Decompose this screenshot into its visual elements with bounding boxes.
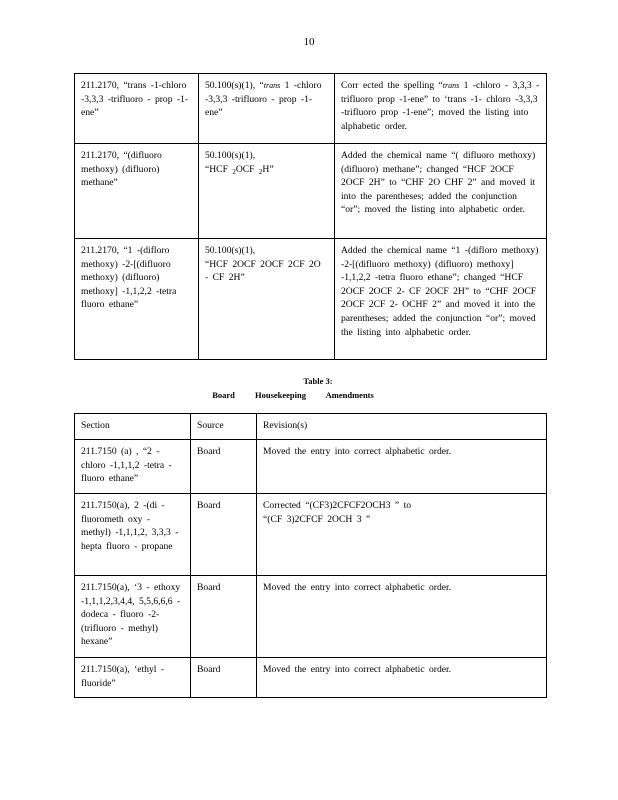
source-cell: 50.100(s)(1), “trans 1 -chloro -3,3,3 -trifluoro - prop -1-ene” [199, 74, 335, 144]
table-caption-title: Board Housekeeping Amendments [212, 390, 374, 400]
section-cell: 211.2170, “1 -(difloro methoxy) -2-[(difluoro methoxy) (difluoro) methoxy] -1,1,2,2 -tetra fluoro ethane” [75, 239, 199, 360]
source-cell: Board [191, 494, 257, 576]
page-number: 10 [303, 36, 315, 48]
table-caption-number: Table 3: [303, 376, 333, 386]
section-cell: 211.7150(a), 2 -(di - fluorometh oxy - methyl) -1,1,1,2, 3,3,3 -hepta fluoro - propane [75, 494, 191, 576]
source-cell: Board [191, 658, 257, 698]
section-cell: 211.2170, “trans -1-chloro -3,3,3 -trifluoro - prop -1-ene” [75, 74, 199, 144]
table-header-row [75, 414, 547, 440]
revision-cell: Added the chemical name “( difluoro methoxy) (difluoro) methane”; changed “HCF 2OCF 2OCF 2H” to “CHF 2O CHF 2” and moved it into the parentheses; added the conjunction “or”; moved the listing into alphabetic order. [335, 144, 547, 239]
revision-cell: Moved the entry into correct alphabetic order. [257, 440, 547, 494]
section-cell: 211.2170, “(difluoro methoxy) (difluoro) methane” [75, 144, 199, 239]
section-cell: 211.7150(a), ‘3 - ethoxy -1,1,1,2,3,4,4, 5,5,6,6,6 -dodeca - fluoro -2-(trifluoro - methyl) hexane” [75, 576, 191, 658]
revision-cell: Moved the entry into correct alphabetic order. [257, 658, 547, 698]
section-cell: 211.7150 (a) , “2 - chloro -1,1,1,2 -tetra - fluoro ethane” [75, 440, 191, 494]
amendments-table-continued [74, 73, 547, 360]
source-cell: 50.100(s)(1), “HCF 2OCF 2OCF 2CF 2O - CF 2H” [199, 239, 335, 360]
table-row [75, 74, 547, 144]
header-section: Section [75, 414, 191, 440]
source-cell: Board [191, 576, 257, 658]
table-row [75, 440, 547, 494]
board-housekeeping-table [74, 413, 547, 698]
header-revisions: Revision(s) [257, 414, 547, 440]
revision-cell: Corr ected the spelling “trans 1 -chloro - 3,3,3 -trifluoro prop -1-ene” to ‘trans -1- chloro -3,3,3 -trifluoro prop -1-ene”; moved the listing into alphabetic order. [335, 74, 547, 144]
table-row [75, 144, 547, 239]
source-cell: Board [191, 440, 257, 494]
revision-cell: Moved the entry into correct alphabetic order. [257, 576, 547, 658]
table-row [75, 239, 547, 360]
table-row [75, 494, 547, 576]
revision-cell: Added the chemical name “1 -(difloro methoxy) -2-[(difluoro methoxy) (difluoro) methoxy] -1,1,2,2 -tetra fluoro ethane”; changed “HCF 2OCF 2OCF 2- CF 2OCF 2H” to “CHF 2OCF 2OCF 2CF 2- OCHF 2” and moved it into the parentheses; added the conjunction “or”; moved the listing into alphabetic order. [335, 239, 547, 360]
table-row [75, 576, 547, 658]
revision-cell: Corrected “(CF3)2CFCF2OCH3 ” to “(CF 3)2CFCF 2OCH 3 ” [257, 494, 547, 576]
header-source: Source [191, 414, 257, 440]
table-row [75, 658, 547, 698]
section-cell: 211.7150(a), ‘ethyl - fluoride” [75, 658, 191, 698]
source-cell: 50.100(s)(1), “HCF $_2$OCF $_2$H” [199, 144, 335, 239]
